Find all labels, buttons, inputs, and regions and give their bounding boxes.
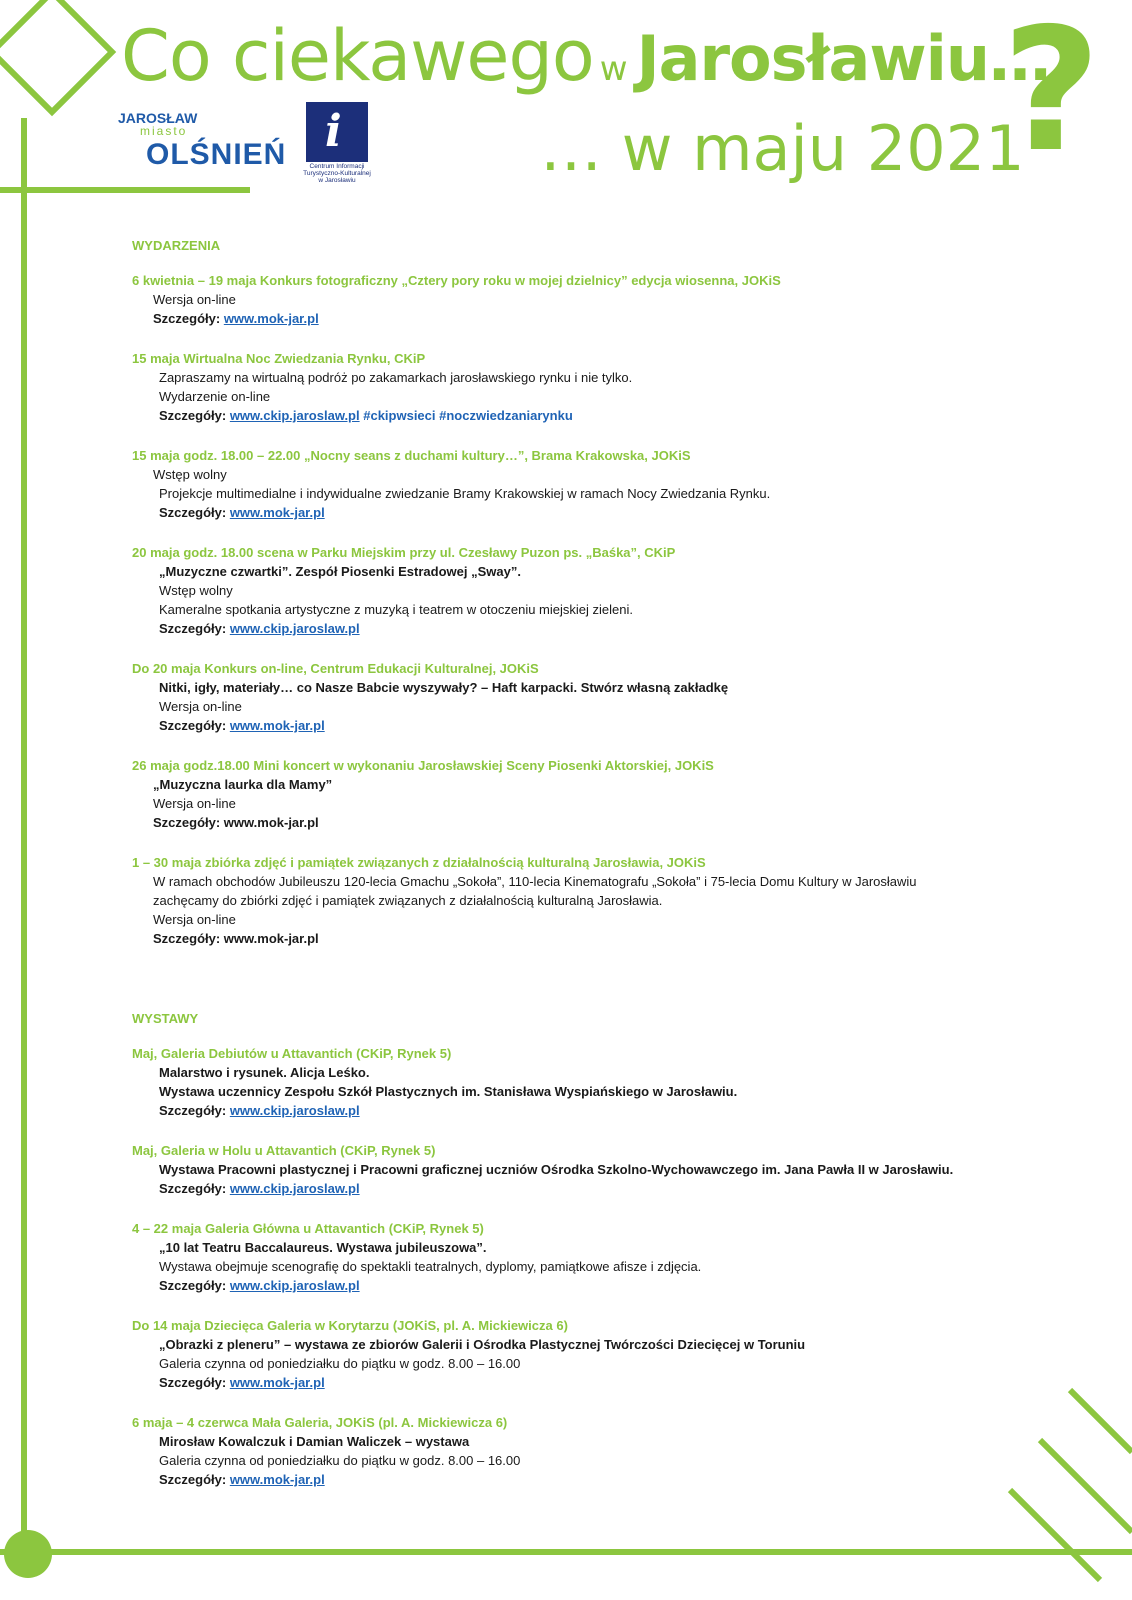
exhibition-details: Szczegóły: www.ckip.jaroslaw.pl [159,1103,360,1118]
details-link[interactable]: www.mok-jar.pl [229,505,325,520]
exhibition-header: Maj, Galeria w Holu u Attavantich (CKiP, Rynek 5) [132,1143,436,1158]
event-line: W ramach obchodów Jubileuszu 120-lecia Gmachu „Sokoła”, 110-lecia Kinematografu „Sokoła” i 75-lecia Domu Kultury w Jarosławiu [153,874,917,889]
info-icon: i [306,102,368,162]
event-header: 20 maja godz. 18.00 scena w Parku Miejskim przy ul. Czesławy Puzon ps. „Baśka”, CKiP [132,545,676,560]
event-details: Szczegóły: www.mok-jar.pl [153,311,319,326]
info-centre-caption: Centrum Informacji Turystyczno-Kulturalnej w Jarosławiu [303,163,371,184]
exhibition-bold-line: Malarstwo i rysunek. Alicja Leśko. [159,1065,370,1080]
exhibition-header: Do 14 maja Dziecięca Galeria w Korytarzu (JOKiS, pl. A. Mickiewicza 6) [132,1318,568,1333]
city-logo-line1: JAROSŁAW [118,110,198,126]
exhibition-line: Wystawa obejmuje scenografię do spektakli teatralnych, dyplomy, pamiątkowe afisze i zdjęcia. [159,1259,702,1274]
event-details: Szczegóły: www.mok-jar.pl [159,505,325,520]
exhibition-header: 6 maja – 4 czerwca Mała Galeria, JOKiS (pl. A. Mickiewicza 6) [132,1415,508,1430]
details-link[interactable]: www.mok-jar.pl [223,311,319,326]
title-w: w [599,49,627,89]
event-header: 15 maja godz. 18.00 – 22.00 „Nocny seans z duchami kultury…”, Brama Krakowska, JOKiS [132,448,691,463]
exhibition-details: Szczegóły: www.ckip.jaroslaw.pl [159,1181,360,1196]
section-heading-exhibitions: WYSTAWY [132,1011,199,1026]
details-link[interactable]: www.ckip.jaroslaw.pl [229,1181,360,1196]
event-item [132,271,1052,328]
exhibition-details: Szczegóły: www.mok-jar.pl [159,1375,325,1390]
event-details: Szczegóły: www.mok-jar.pl [153,815,319,830]
event-line: Wstęp wolny [153,467,227,482]
section-heading-events: WYDARZENIA [132,238,221,253]
event-line: Wersja on-line [153,912,236,927]
event-details: Szczegóły: www.ckip.jaroslaw.pl #ckipwsieci #noczwiedzaniarynku [159,408,573,423]
event-item [132,446,1052,522]
event-item [132,659,1052,735]
event-line: zachęcamy do zbiórki zdjęć i pamiątek związanych z działalnością kulturalną Jarosławia. [153,893,663,908]
event-details: Szczegóły: www.ckip.jaroslaw.pl [159,621,360,636]
details-link[interactable]: www.mok-jar.pl [229,718,325,733]
exhibition-bold-line: Wystawa uczennicy Zespołu Szkół Plastycznych im. Stanisława Wyspiańskiego w Jarosławiu. [159,1084,738,1099]
event-details: Szczegóły: www.mok-jar.pl [159,718,325,733]
hashtags: #ckipwsieci #noczwiedzaniarynku [363,408,573,423]
details-link[interactable]: www.ckip.jaroslaw.pl [229,1103,360,1118]
details-link[interactable]: www.ckip.jaroslaw.pl [229,1278,360,1293]
event-line: Zapraszamy na wirtualną podróż po zakamarkach jarosławskiego rynku i nie tylko. [159,370,633,385]
details-link[interactable]: www.ckip.jaroslaw.pl [229,408,360,423]
exhibition-line: Galeria czynna od poniedziałku do piątku w godz. 8.00 – 16.00 [159,1356,521,1371]
event-header: 26 maja godz.18.00 Mini koncert w wykonaniu Jarosławskiej Sceny Piosenki Aktorskiej, JOKiS [132,758,714,773]
exhibition-item [132,1044,1052,1120]
event-header: 1 – 30 maja zbiórka zdjęć i pamiątek związanych z działalnością kulturalną Jarosławia, JOKiS [132,855,706,870]
event-line: Wersja on-line [153,796,236,811]
city-logo-line2: miasto [140,124,188,138]
event-header: Do 20 maja Konkurs on-line, Centrum Edukacji Kulturalnej, JOKiS [132,661,539,676]
title-part1: Co ciekawego [121,15,594,97]
event-details: Szczegóły: www.mok-jar.pl [153,931,319,946]
city-logo-line3: OLŚNIEŃ [146,138,287,171]
event-item [132,543,1052,638]
event-line: Wersja on-line [159,699,242,714]
event-header: 15 maja Wirtualna Noc Zwiedzania Rynku, CKiP [132,351,426,366]
event-line: Projekcje multimedialne i indywidualne zwiedzanie Bramy Krakowskiej w ramach Nocy Zwiedzania Rynku. [159,486,771,501]
event-item [132,756,1052,832]
details-link[interactable]: www.mok-jar.pl [229,1375,325,1390]
event-bold-line: Nitki, igły, materiały… co Nasze Babcie wyszywały? – Haft karpacki. Stwórz własną zakładkę [159,680,729,695]
exhibition-item [132,1413,1052,1489]
event-line: Wersja on-line [153,292,236,307]
event-item [132,349,1052,425]
exhibition-header: Maj, Galeria Debiutów u Attavantich (CKiP, Rynek 5) [132,1046,452,1061]
exhibition-details: Szczegóły: www.ckip.jaroslaw.pl [159,1278,360,1293]
main-content [132,236,1052,1510]
event-bold-line: „Muzyczne czwartki”. Zespół Piosenki Estradowej „Sway”. [159,564,521,579]
exhibition-item [132,1141,1052,1198]
exhibition-bold-line: „Obrazki z pleneru” – wystawa ze zbiorów Galerii i Ośrodka Plastycznej Twórczości Dziecięcej w Toruniu [159,1337,806,1352]
exhibition-item [132,1219,1052,1295]
city-logo [118,110,287,180]
details-link[interactable]: www.ckip.jaroslaw.pl [229,621,360,636]
exhibition-line: Galeria czynna od poniedziałku do piątku w godz. 8.00 – 16.00 [159,1453,521,1468]
event-line: Wydarzenie on-line [159,389,271,404]
title-city: Jarosławiu… [636,22,1051,95]
info-centre-logo [303,102,371,186]
event-item [132,853,1052,948]
exhibition-bold-line: Mirosław Kowalczuk i Damian Waliczek – wystawa [159,1434,470,1449]
event-bold-line: „Muzyczna laurka dla Mamy” [153,777,333,792]
event-line: Kameralne spotkania artystyczne z muzyką i teatrem w otoczeniu miejskiej zieleni. [159,602,633,617]
exhibition-details: Szczegóły: www.mok-jar.pl [159,1472,325,1487]
page-title [121,14,1050,111]
question-mark-icon: ? [1002,0,1101,190]
exhibition-item [132,1316,1052,1392]
exhibition-bold-line: „10 lat Teatru Baccalaureus. Wystawa jubileuszowa”. [159,1240,487,1255]
event-header: 6 kwietnia – 19 maja Konkurs fotograficzny „Cztery pory roku w mojej dzielnicy” edycja wiosenna, JOKiS [132,273,781,288]
details-link[interactable]: www.mok-jar.pl [229,1472,325,1487]
exhibition-bold-line: Wystawa Pracowni plastycznej i Pracowni graficznej uczniów Ośrodka Szkolno-Wychowawczego im. Jana Pawła II w Jarosławiu. [159,1162,954,1177]
event-line: Wstęp wolny [159,583,233,598]
exhibition-header: 4 – 22 maja Galeria Główna u Attavantich (CKiP, Rynek 5) [132,1221,484,1236]
page-subtitle: … w maju 2021 [540,112,1025,185]
